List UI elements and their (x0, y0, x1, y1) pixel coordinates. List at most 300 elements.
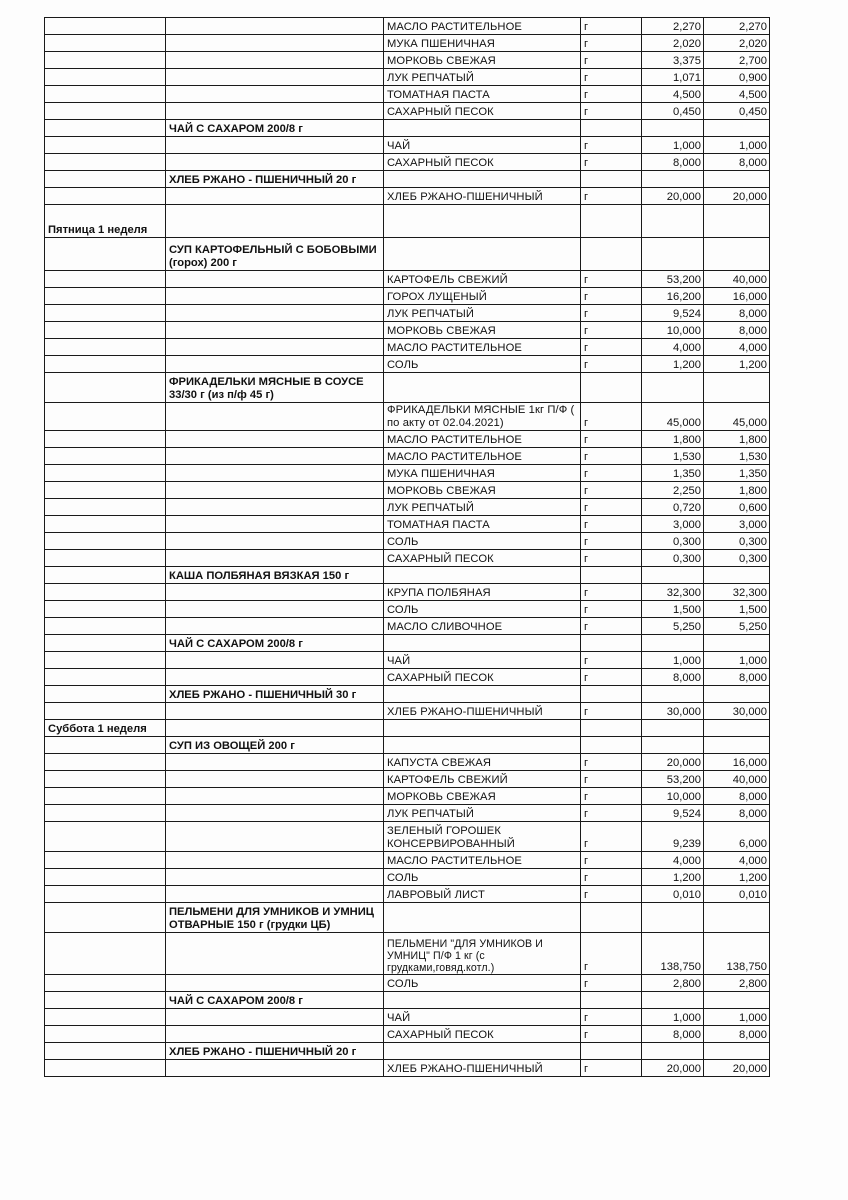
unit-cell (581, 205, 642, 238)
unit-cell: г (581, 1060, 642, 1077)
ingredient-row (45, 271, 770, 288)
ingredient-row (45, 805, 770, 822)
ingredient-row (45, 822, 770, 852)
day-cell (45, 516, 166, 533)
day-cell (45, 154, 166, 171)
gross-weight-cell (642, 373, 704, 403)
dish-cell (166, 703, 384, 720)
day-cell (45, 1060, 166, 1077)
dish-row (45, 635, 770, 652)
ingredient-row (45, 103, 770, 120)
unit-cell: г (581, 869, 642, 886)
gross-weight-cell: 20,000 (642, 188, 704, 205)
dish-cell (166, 788, 384, 805)
net-weight-cell (704, 373, 770, 403)
net-weight-cell: 45,000 (704, 403, 770, 431)
ingredient-name-cell (384, 1043, 581, 1060)
unit-cell (581, 567, 642, 584)
ingredient-name-cell: МОРКОВЬ СВЕЖАЯ (384, 788, 581, 805)
unit-cell: г (581, 805, 642, 822)
ingredient-name-cell (384, 720, 581, 737)
unit-cell: г (581, 754, 642, 771)
day-row (45, 720, 770, 737)
gross-weight-cell: 9,239 (642, 822, 704, 852)
net-weight-cell (704, 567, 770, 584)
net-weight-cell: 8,000 (704, 805, 770, 822)
ingredient-name-cell (384, 120, 581, 137)
dish-cell (166, 550, 384, 567)
unit-cell: г (581, 533, 642, 550)
dish-cell (166, 339, 384, 356)
gross-weight-cell: 8,000 (642, 669, 704, 686)
unit-cell (581, 992, 642, 1009)
dish-cell (166, 35, 384, 52)
dish-cell (166, 975, 384, 992)
net-weight-cell: 1,200 (704, 356, 770, 373)
unit-cell: г (581, 584, 642, 601)
unit-cell: г (581, 18, 642, 35)
dish-cell (166, 720, 384, 737)
unit-cell: г (581, 69, 642, 86)
dish-row (45, 238, 770, 271)
unit-cell: г (581, 465, 642, 482)
gross-weight-cell: 1,800 (642, 431, 704, 448)
gross-weight-cell: 10,000 (642, 322, 704, 339)
net-weight-cell: 4,500 (704, 86, 770, 103)
net-weight-cell: 8,000 (704, 322, 770, 339)
ingredient-name-cell: САХАРНЫЙ ПЕСОК (384, 669, 581, 686)
net-weight-cell: 1,000 (704, 137, 770, 154)
dish-cell: ФРИКАДЕЛЬКИ МЯСНЫЕ В СОУСЕ 33/30 г (из п/ф 45 г) (166, 373, 384, 403)
day-cell (45, 339, 166, 356)
dish-cell (166, 205, 384, 238)
ingredient-name-cell: ЛУК РЕПЧАТЫЙ (384, 305, 581, 322)
day-cell (45, 69, 166, 86)
dish-cell (166, 69, 384, 86)
gross-weight-cell (642, 686, 704, 703)
ingredient-row (45, 154, 770, 171)
day-cell (45, 1009, 166, 1026)
ingredient-name-cell: СОЛЬ (384, 356, 581, 373)
ingredient-name-cell: МУКА ПШЕНИЧНАЯ (384, 465, 581, 482)
ingredient-name-cell: МАСЛО РАСТИТЕЛЬНОЕ (384, 448, 581, 465)
ingredient-row (45, 52, 770, 69)
net-weight-cell: 1,000 (704, 652, 770, 669)
gross-weight-cell: 53,200 (642, 771, 704, 788)
ingredient-row (45, 305, 770, 322)
ingredient-name-cell: ЛУК РЕПЧАТЫЙ (384, 69, 581, 86)
dish-cell: ХЛЕБ РЖАНО - ПШЕНИЧНЫЙ 20 г (166, 1043, 384, 1060)
ingredient-row (45, 465, 770, 482)
net-weight-cell: 0,900 (704, 69, 770, 86)
ingredient-row (45, 431, 770, 448)
gross-weight-cell: 20,000 (642, 754, 704, 771)
day-cell (45, 1026, 166, 1043)
net-weight-cell: 4,000 (704, 339, 770, 356)
ingredient-row (45, 18, 770, 35)
net-weight-cell: 6,000 (704, 822, 770, 852)
ingredient-name-cell: КРУПА ПОЛБЯНАЯ (384, 584, 581, 601)
day-cell (45, 550, 166, 567)
net-weight-cell: 4,000 (704, 852, 770, 869)
gross-weight-cell: 20,000 (642, 1060, 704, 1077)
ingredient-name-cell: САХАРНЫЙ ПЕСОК (384, 154, 581, 171)
ingredient-row (45, 550, 770, 567)
dish-cell: ЧАЙ С САХАРОМ 200/8 г (166, 992, 384, 1009)
dish-cell (166, 356, 384, 373)
unit-cell: г (581, 154, 642, 171)
dish-cell (166, 1026, 384, 1043)
net-weight-cell: 16,000 (704, 754, 770, 771)
ingredient-row (45, 933, 770, 975)
unit-cell: г (581, 1026, 642, 1043)
day-cell (45, 686, 166, 703)
day-cell (45, 1043, 166, 1060)
day-cell (45, 499, 166, 516)
gross-weight-cell: 1,000 (642, 137, 704, 154)
net-weight-cell: 8,000 (704, 788, 770, 805)
day-cell (45, 567, 166, 584)
menu-table-body (45, 18, 770, 1077)
ingredient-name-cell: САХАРНЫЙ ПЕСОК (384, 1026, 581, 1043)
ingredient-name-cell (384, 205, 581, 238)
unit-cell: г (581, 403, 642, 431)
dish-cell (166, 154, 384, 171)
day-cell (45, 305, 166, 322)
net-weight-cell: 0,300 (704, 550, 770, 567)
gross-weight-cell: 9,524 (642, 305, 704, 322)
net-weight-cell: 20,000 (704, 1060, 770, 1077)
day-cell (45, 933, 166, 975)
ingredient-name-cell (384, 373, 581, 403)
net-weight-cell: 0,300 (704, 533, 770, 550)
ingredient-name-cell: МОРКОВЬ СВЕЖАЯ (384, 482, 581, 499)
ingredient-row (45, 288, 770, 305)
gross-weight-cell: 0,450 (642, 103, 704, 120)
dish-cell (166, 618, 384, 635)
ingredient-name-cell: МАСЛО РАСТИТЕЛЬНОЕ (384, 852, 581, 869)
dish-cell: ХЛЕБ РЖАНО - ПШЕНИЧНЫЙ 30 г (166, 686, 384, 703)
ingredient-name-cell: МАСЛО РАСТИТЕЛЬНОЕ (384, 431, 581, 448)
unit-cell: г (581, 601, 642, 618)
ingredient-row (45, 403, 770, 431)
unit-cell (581, 373, 642, 403)
gross-weight-cell (642, 720, 704, 737)
unit-cell: г (581, 886, 642, 903)
net-weight-cell: 1,530 (704, 448, 770, 465)
unit-cell: г (581, 52, 642, 69)
ingredient-name-cell (384, 992, 581, 1009)
dish-cell: ХЛЕБ РЖАНО - ПШЕНИЧНЫЙ 20 г (166, 171, 384, 188)
net-weight-cell (704, 120, 770, 137)
menu-layout-table (44, 17, 770, 1077)
unit-cell: г (581, 703, 642, 720)
ingredient-row (45, 448, 770, 465)
net-weight-cell: 3,000 (704, 516, 770, 533)
day-cell (45, 238, 166, 271)
ingredient-name-cell: ЛУК РЕПЧАТЫЙ (384, 805, 581, 822)
ingredient-row (45, 975, 770, 992)
dish-cell (166, 52, 384, 69)
day-cell (45, 356, 166, 373)
ingredient-name-cell: ЛУК РЕПЧАТЫЙ (384, 499, 581, 516)
day-cell (45, 86, 166, 103)
day-cell (45, 903, 166, 933)
day-cell (45, 822, 166, 852)
day-cell (45, 35, 166, 52)
ingredient-name-cell: МОРКОВЬ СВЕЖАЯ (384, 52, 581, 69)
ingredient-name-cell: ЗЕЛЕНЫЙ ГОРОШЕК КОНСЕРВИРОВАННЫЙ (384, 822, 581, 852)
ingredient-name-cell: ЧАЙ (384, 652, 581, 669)
ingredient-row (45, 322, 770, 339)
net-weight-cell: 8,000 (704, 1026, 770, 1043)
dish-cell (166, 305, 384, 322)
day-cell (45, 703, 166, 720)
net-weight-cell: 40,000 (704, 771, 770, 788)
day-cell (45, 992, 166, 1009)
ingredient-row (45, 788, 770, 805)
unit-cell: г (581, 103, 642, 120)
day-cell (45, 120, 166, 137)
day-cell (45, 322, 166, 339)
ingredient-name-cell: СОЛЬ (384, 601, 581, 618)
day-cell (45, 669, 166, 686)
ingredient-row (45, 35, 770, 52)
gross-weight-cell: 0,010 (642, 886, 704, 903)
ingredient-row (45, 1060, 770, 1077)
dish-cell (166, 869, 384, 886)
net-weight-cell (704, 635, 770, 652)
dish-cell (166, 482, 384, 499)
ingredient-row (45, 886, 770, 903)
ingredient-row (45, 499, 770, 516)
net-weight-cell (704, 238, 770, 271)
dish-cell (166, 601, 384, 618)
gross-weight-cell (642, 171, 704, 188)
ingredient-row (45, 771, 770, 788)
ingredient-name-cell: САХАРНЫЙ ПЕСОК (384, 550, 581, 567)
day-cell (45, 886, 166, 903)
ingredient-row (45, 1026, 770, 1043)
gross-weight-cell: 16,200 (642, 288, 704, 305)
net-weight-cell: 32,300 (704, 584, 770, 601)
gross-weight-cell: 2,270 (642, 18, 704, 35)
dish-row (45, 737, 770, 754)
net-weight-cell: 8,000 (704, 154, 770, 171)
gross-weight-cell: 2,250 (642, 482, 704, 499)
unit-cell: г (581, 288, 642, 305)
net-weight-cell: 2,700 (704, 52, 770, 69)
ingredient-name-cell: САХАРНЫЙ ПЕСОК (384, 103, 581, 120)
dish-cell: СУП ИЗ ОВОЩЕЙ 200 г (166, 737, 384, 754)
dish-cell (166, 86, 384, 103)
unit-cell: г (581, 771, 642, 788)
day-cell (45, 103, 166, 120)
dish-cell: ЧАЙ С САХАРОМ 200/8 г (166, 635, 384, 652)
net-weight-cell: 8,000 (704, 669, 770, 686)
day-cell (45, 171, 166, 188)
ingredient-row (45, 669, 770, 686)
net-weight-cell: 1,350 (704, 465, 770, 482)
dish-cell (166, 1060, 384, 1077)
net-weight-cell: 1,000 (704, 1009, 770, 1026)
gross-weight-cell (642, 635, 704, 652)
unit-cell: г (581, 137, 642, 154)
gross-weight-cell: 1,071 (642, 69, 704, 86)
net-weight-cell: 0,010 (704, 886, 770, 903)
gross-weight-cell (642, 1043, 704, 1060)
dish-cell (166, 448, 384, 465)
ingredient-name-cell: ЛАВРОВЫЙ ЛИСТ (384, 886, 581, 903)
day-cell (45, 805, 166, 822)
gross-weight-cell (642, 120, 704, 137)
day-cell (45, 618, 166, 635)
net-weight-cell: 2,800 (704, 975, 770, 992)
net-weight-cell: 30,000 (704, 703, 770, 720)
day-cell (45, 431, 166, 448)
gross-weight-cell: 30,000 (642, 703, 704, 720)
dish-cell (166, 886, 384, 903)
unit-cell: г (581, 975, 642, 992)
net-weight-cell (704, 171, 770, 188)
ingredient-row (45, 869, 770, 886)
net-weight-cell (704, 205, 770, 238)
gross-weight-cell (642, 205, 704, 238)
dish-row (45, 992, 770, 1009)
ingredient-name-cell: ТОМАТНАЯ ПАСТА (384, 86, 581, 103)
dish-row (45, 567, 770, 584)
ingredient-row (45, 1009, 770, 1026)
dish-row (45, 171, 770, 188)
gross-weight-cell: 1,200 (642, 356, 704, 373)
day-cell (45, 754, 166, 771)
ingredient-name-cell: ПЕЛЬМЕНИ "ДЛЯ УМНИКОВ И УМНИЦ" П/Ф 1 кг (с грудками,говяд.котл.) (384, 933, 581, 975)
net-weight-cell (704, 1043, 770, 1060)
gross-weight-cell (642, 903, 704, 933)
ingredient-row (45, 754, 770, 771)
unit-cell: г (581, 788, 642, 805)
dish-cell (166, 822, 384, 852)
day-cell (45, 18, 166, 35)
dish-cell (166, 933, 384, 975)
dish-cell (166, 1009, 384, 1026)
gross-weight-cell: 138,750 (642, 933, 704, 975)
unit-cell (581, 171, 642, 188)
ingredient-row (45, 69, 770, 86)
day-cell (45, 448, 166, 465)
dish-cell (166, 103, 384, 120)
unit-cell (581, 686, 642, 703)
ingredient-name-cell: КАРТОФЕЛЬ СВЕЖИЙ (384, 771, 581, 788)
net-weight-cell (704, 737, 770, 754)
ingredient-name-cell: СОЛЬ (384, 869, 581, 886)
dish-cell (166, 465, 384, 482)
ingredient-name-cell: МУКА ПШЕНИЧНАЯ (384, 35, 581, 52)
dish-cell (166, 403, 384, 431)
gross-weight-cell: 4,000 (642, 852, 704, 869)
gross-weight-cell: 1,000 (642, 1009, 704, 1026)
unit-cell: г (581, 652, 642, 669)
gross-weight-cell: 8,000 (642, 1026, 704, 1043)
ingredient-row (45, 703, 770, 720)
dish-row (45, 120, 770, 137)
net-weight-cell: 0,450 (704, 103, 770, 120)
ingredient-name-cell (384, 635, 581, 652)
net-weight-cell (704, 686, 770, 703)
unit-cell: г (581, 933, 642, 975)
net-weight-cell: 20,000 (704, 188, 770, 205)
gross-weight-cell: 1,200 (642, 869, 704, 886)
dish-cell (166, 584, 384, 601)
gross-weight-cell: 1,000 (642, 652, 704, 669)
ingredient-name-cell: ХЛЕБ РЖАНО-ПШЕНИЧНЫЙ (384, 1060, 581, 1077)
dish-cell (166, 533, 384, 550)
ingredient-name-cell: ЧАЙ (384, 1009, 581, 1026)
dish-cell: ЧАЙ С САХАРОМ 200/8 г (166, 120, 384, 137)
dish-cell (166, 805, 384, 822)
ingredient-row (45, 584, 770, 601)
net-weight-cell: 1,800 (704, 431, 770, 448)
net-weight-cell: 2,020 (704, 35, 770, 52)
ingredient-name-cell (384, 737, 581, 754)
gross-weight-cell: 4,500 (642, 86, 704, 103)
dish-row (45, 903, 770, 933)
ingredient-name-cell (384, 903, 581, 933)
unit-cell: г (581, 550, 642, 567)
ingredient-name-cell (384, 238, 581, 271)
dish-cell (166, 137, 384, 154)
ingredient-name-cell: ГОРОХ ЛУЩЕНЫЙ (384, 288, 581, 305)
ingredient-row (45, 618, 770, 635)
dish-cell (166, 322, 384, 339)
ingredient-row (45, 533, 770, 550)
unit-cell: г (581, 822, 642, 852)
day-cell (45, 288, 166, 305)
unit-cell: г (581, 431, 642, 448)
unit-cell (581, 238, 642, 271)
dish-cell (166, 188, 384, 205)
gross-weight-cell: 2,800 (642, 975, 704, 992)
net-weight-cell: 40,000 (704, 271, 770, 288)
day-cell: Суббота 1 неделя (45, 720, 166, 737)
net-weight-cell: 2,270 (704, 18, 770, 35)
day-cell (45, 869, 166, 886)
day-cell (45, 403, 166, 431)
ingredient-row (45, 852, 770, 869)
dish-row (45, 373, 770, 403)
unit-cell: г (581, 618, 642, 635)
gross-weight-cell: 3,000 (642, 516, 704, 533)
ingredient-name-cell: ЧАЙ (384, 137, 581, 154)
day-cell (45, 373, 166, 403)
ingredient-name-cell: МОРКОВЬ СВЕЖАЯ (384, 322, 581, 339)
day-cell (45, 737, 166, 754)
dish-row (45, 686, 770, 703)
ingredient-row (45, 652, 770, 669)
day-cell (45, 188, 166, 205)
net-weight-cell: 1,500 (704, 601, 770, 618)
gross-weight-cell: 0,300 (642, 533, 704, 550)
gross-weight-cell: 1,530 (642, 448, 704, 465)
gross-weight-cell: 10,000 (642, 788, 704, 805)
dish-cell (166, 516, 384, 533)
day-cell (45, 137, 166, 154)
day-cell (45, 635, 166, 652)
unit-cell (581, 120, 642, 137)
ingredient-row (45, 356, 770, 373)
ingredient-name-cell: КАРТОФЕЛЬ СВЕЖИЙ (384, 271, 581, 288)
gross-weight-cell: 3,375 (642, 52, 704, 69)
